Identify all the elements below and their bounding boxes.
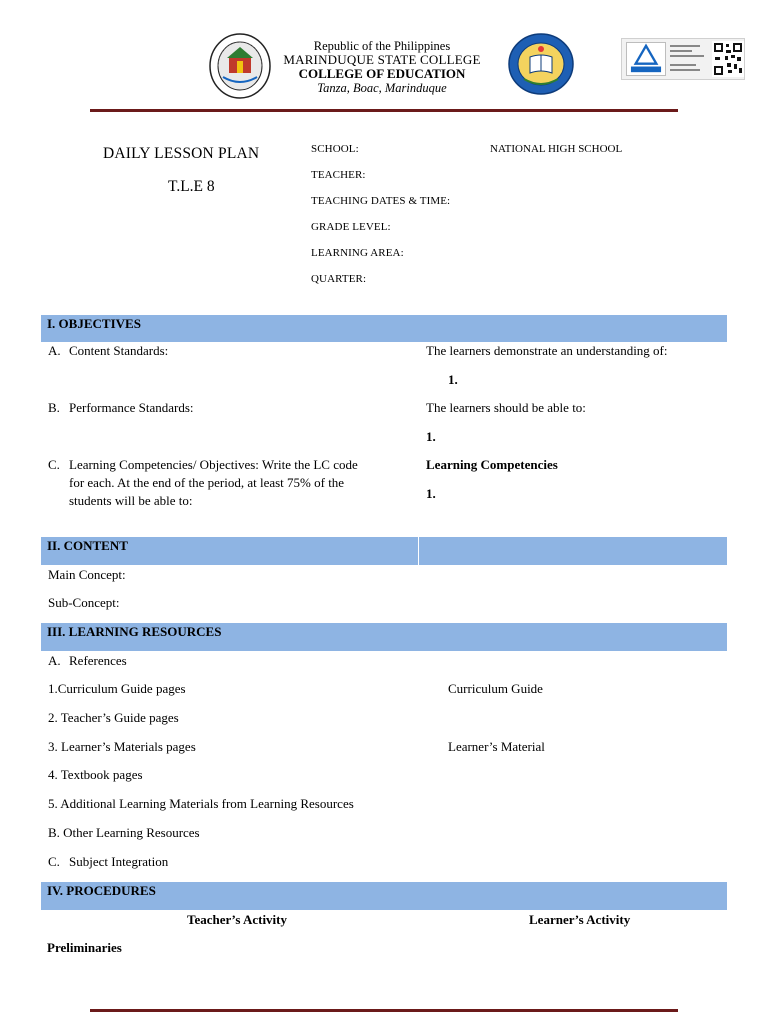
learning-resources-heading: III. LEARNING RESOURCES <box>47 624 222 639</box>
learning-area-label: LEARNING AREA: <box>311 247 404 259</box>
college-name: MARINDUQUE STATE COLLEGE <box>283 52 481 67</box>
school-value: NATIONAL HIGH SCHOOL <box>490 143 623 155</box>
college-header <box>262 39 502 95</box>
qr-code-icon <box>712 41 744 77</box>
objectives-section-bar <box>41 315 727 342</box>
performance-standards-label: Performance Standards: <box>69 400 194 415</box>
preliminaries-label: Preliminaries <box>47 940 122 955</box>
learning-competencies-line-3: students will be able to: <box>69 493 193 508</box>
references-marker: A. <box>48 653 61 668</box>
sub-concept-label: Sub-Concept: <box>48 595 120 610</box>
performance-standards-marker: B. <box>48 400 60 415</box>
curriculum-guide-pages-label: 1.Curriculum Guide pages <box>48 681 186 696</box>
footer-divider <box>90 1009 678 1012</box>
other-resources-label: B. Other Learning Resources <box>48 825 200 840</box>
learning-competencies-item: 1. <box>426 486 436 501</box>
college-address: Tanza, Boac, Marinduque <box>317 81 447 95</box>
header-divider <box>90 109 678 112</box>
content-section-bar <box>41 537 727 565</box>
lesson-plan-title: DAILY LESSON PLAN <box>103 145 260 162</box>
learning-competencies-marker: C. <box>48 457 60 472</box>
textbook-pages-label: 4. Textbook pages <box>48 767 143 782</box>
college-of-education-seal <box>508 33 574 95</box>
procedures-section-bar <box>41 882 727 910</box>
content-standards-item: 1. <box>448 372 458 387</box>
learners-activity-column: Learner’s Activity <box>529 912 631 927</box>
content-standards-text: The learners demonstrate an understanding of: <box>426 343 668 358</box>
learning-resources-section-bar <box>41 623 727 651</box>
learning-competencies-line-2: for each. At the end of the period, at least 75% of the <box>69 475 345 490</box>
content-heading: II. CONTENT <box>47 538 128 553</box>
content-standards-marker: A. <box>48 343 61 358</box>
teachers-activity-column: Teacher’s Activity <box>187 912 288 927</box>
procedures-heading: IV. PROCEDURES <box>47 883 156 898</box>
tuv-certified-logo <box>626 42 666 76</box>
learning-competencies-line-1: Learning Competencies/ Objectives: Write the LC code <box>69 457 358 472</box>
curriculum-guide-value: Curriculum Guide <box>448 681 543 696</box>
references-label: References <box>69 653 127 668</box>
department-name: COLLEGE OF EDUCATION <box>298 66 466 81</box>
iso-certification-badge <box>621 38 745 80</box>
subject-integration-marker: C. <box>48 854 60 869</box>
main-concept-label: Main Concept: <box>48 567 126 582</box>
republic-line: Republic of the Philippines <box>313 39 451 53</box>
objectives-heading: I. OBJECTIVES <box>47 316 141 331</box>
performance-standards-text: The learners should be able to: <box>426 400 586 415</box>
quarter-label: QUARTER: <box>311 273 367 285</box>
performance-standards-item: 1. <box>426 429 436 444</box>
learners-materials-pages-label: 3. Learner’s Materials pages <box>48 739 196 754</box>
teaching-dates-label: TEACHING DATES & TIME: <box>311 195 451 207</box>
content-bar-divider <box>418 537 419 565</box>
learning-competencies-heading: Learning Competencies <box>426 457 558 472</box>
content-standards-label: Content Standards: <box>69 343 169 358</box>
certificate-fine-print <box>670 42 710 76</box>
school-label: SCHOOL: <box>311 143 359 155</box>
teachers-guide-pages-label: 2. Teacher’s Guide pages <box>48 710 179 725</box>
lesson-plan-subject: T.L.E 8 <box>168 178 215 195</box>
learners-material-value: Learner’s Material <box>448 739 545 754</box>
teacher-label: TEACHER: <box>311 169 366 181</box>
grade-level-label: GRADE LEVEL: <box>311 221 391 233</box>
subject-integration-label: Subject Integration <box>69 854 169 869</box>
additional-materials-label: 5. Additional Learning Materials from Learning Resources <box>48 796 354 811</box>
